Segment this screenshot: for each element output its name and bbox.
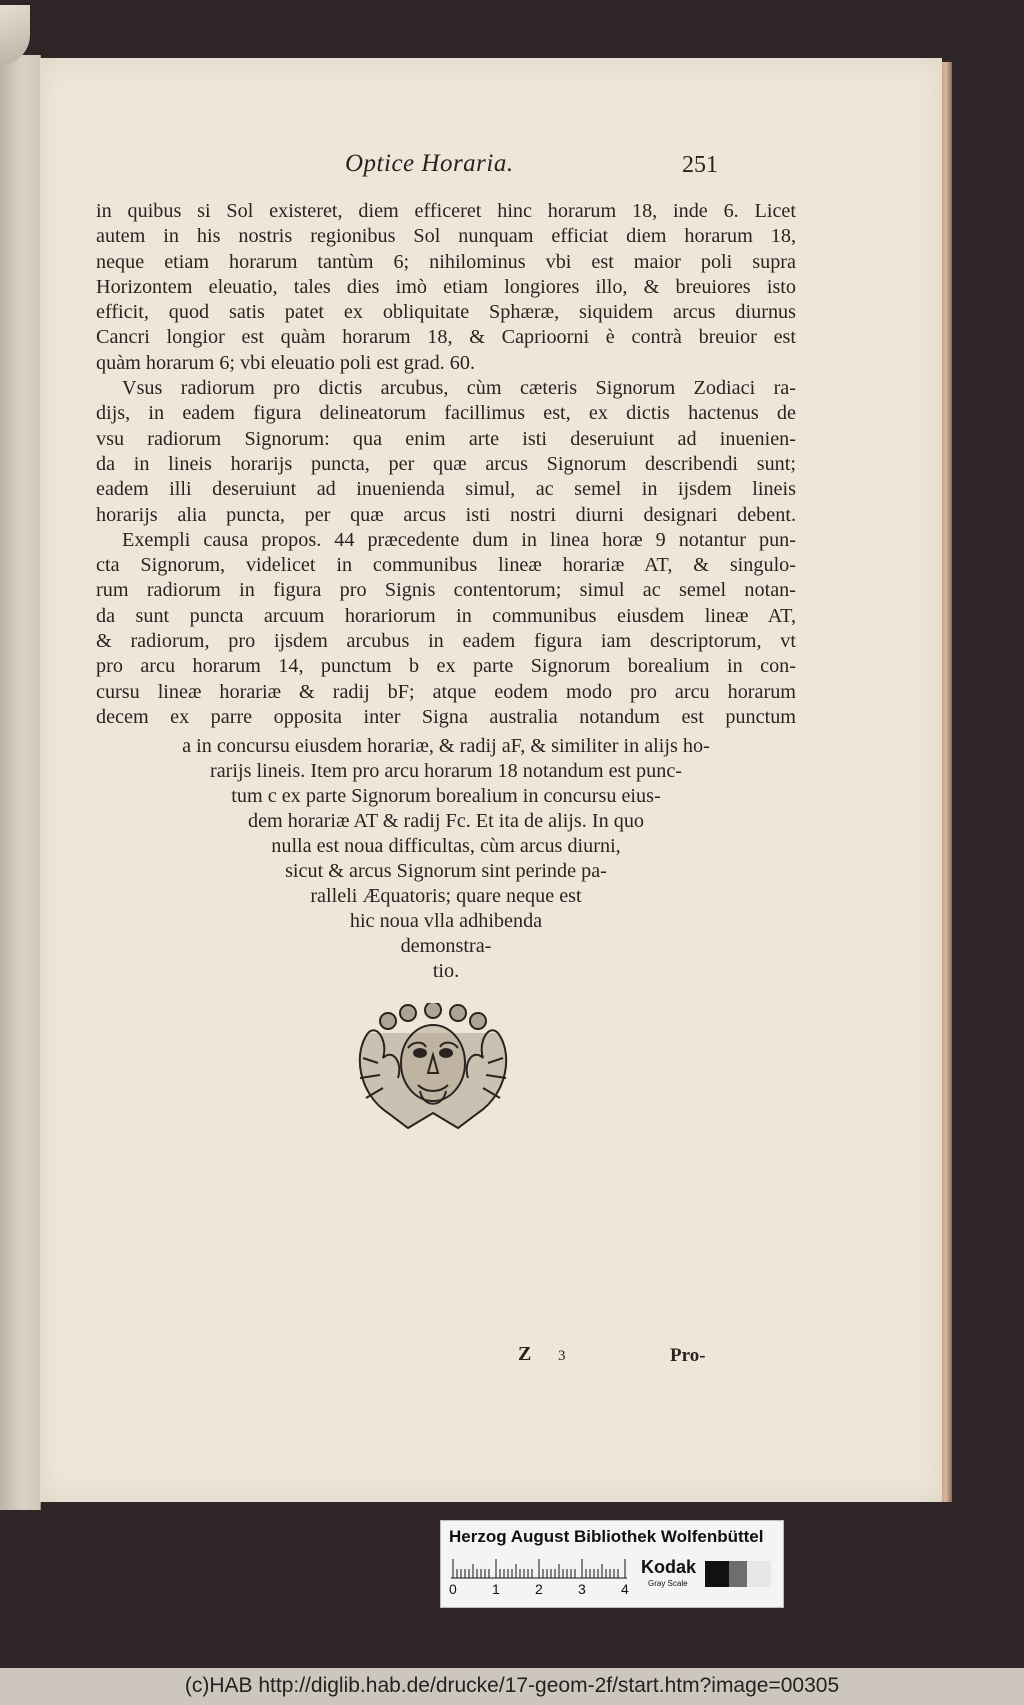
tapered-line: ralleli Æquatoris; quare neque est [310,885,582,907]
body-text [96,199,796,730]
text-line: decem ex parre opposita inter Signa australia notandum est punctum [96,705,796,728]
text-line: autem in his nostris regionibus Sol nunquam efficiat diem horarum 18, [96,225,796,248]
text-line: in quibus si Sol existeret, diem efficeret hinc horarum 18, inde 6. Licet [96,200,796,222]
text-line: quàm horarum 6; vbi eleuatio poli est grad. 60. [96,351,475,374]
gray-patch-black [705,1561,729,1587]
running-title: Optice Horaria. [345,150,514,177]
text-line: neque etiam horarum tantùm 6; nihilominus vbi est maior poli supra [96,250,796,273]
ruler-scale-icon [451,1559,627,1579]
running-head [40,150,942,190]
grayscale-label: Gray Scale [648,1579,688,1588]
text-line: da in lineis horarijs puncta, per quæ arcus Signorum describendi sunt; [96,452,796,475]
library-name: Herzog August Bibliothek Wolfenbüttel [449,1527,764,1546]
catchword: Pro- [670,1345,706,1366]
ruler-number: 1 [492,1581,500,1597]
gray-patch-mid [729,1561,747,1587]
text-line: pro arcu horarum 14, punctum b ex parte Signorum borealium in con- [96,655,796,678]
text-line: horarijs alia puncta, per quæ arcus isti nostri diurni designari debent. [96,503,796,526]
tapered-line: rarijs lineis. Item pro arcu horarum 18 notandum est punc- [209,760,683,782]
ruler-number: 4 [621,1581,629,1597]
text-line: Cancri longior est quàm horarum 18, & Caprioorni è contrà breuior est [96,326,796,349]
text-line: rum radiorum in figura pro Signis contentorum; simul ac semel notan- [96,579,796,602]
ruler-numbers [447,1581,637,1601]
gray-patch-light [747,1561,771,1587]
color-calibration-bar [440,1520,784,1608]
tapered-line: dem horariæ AT & radij Fc. Et ita de alijs. In quo [247,810,645,832]
ruler-number: 2 [535,1581,543,1597]
ruler-number: 3 [578,1581,586,1597]
ruler-number: 0 [449,1581,457,1597]
copyright-text: (c)HAB http://diglib.hab.de/drucke/17-geom-2f/start.htm?image=00305 [184,1674,840,1697]
text-line: Exempli causa propos. 44 præcedente dum in linea horæ 9 notantur pun- [122,528,796,551]
tapered-line: tum c ex parte Signorum borealium in concursu eius- [231,785,661,807]
book-page [40,58,942,1502]
copyright-bar [0,1668,1024,1705]
signature-mark: Z [518,1343,532,1365]
text-line: efficit, quod satis patet ex obliquitate Sphæræ, siquidem arcus diurnus [96,301,796,324]
tapered-line: demonstra- [400,935,492,957]
text-line: Vsus radiorum pro dictis arcubus, cùm cæteris Signorum Zodiaci ra- [122,377,796,400]
text-line: cta Signorum, videlicet in communibus lineæ horariæ AT, & singulo- [96,554,796,577]
tapered-line: sicut & arcus Signorum sint perinde pa- [285,860,607,882]
page-fore-edge [942,62,952,1502]
page-curl [0,5,30,65]
tapered-line: tio. [432,960,460,982]
left-facing-page-edge [0,55,41,1510]
text-line: & radiorum, pro ijsdem arcubus in eadem figura iam descriptorum, vt [96,630,796,653]
page-number: 251 [682,152,718,178]
grotesque-mask-ornament-icon [348,1003,518,1133]
kodak-label: Kodak [641,1557,697,1577]
text-line: dijs, in eadem figura delineatorum facillimus est, ex dictis hactenus de [96,402,796,425]
tapered-line: a in concursu eiusdem horariæ, & radij aF, & similiter in alijs ho- [182,735,710,757]
text-line: vsu radiorum Signorum: qua enim arte isti deseruiunt ad inuenien- [96,427,796,450]
text-line: da sunt puncta arcuum horariorum in communibus eiusdem lineæ AT, [96,604,796,627]
text-line: Horizontem eleuatio, tales dies imò etiam longiores illo, & breuiores isto [96,275,796,298]
tapered-line: hic noua vlla adhibenda [349,910,543,932]
signature-number: 3 [558,1348,566,1364]
text-line: eadem illi deseruiunt ad inuenienda simul, ac semel in ijsdem lineis [96,478,796,501]
text-line: cursu lineæ horariæ & radij bF; atque eodem modo pro arcu horarum [96,680,796,703]
tapered-line: nulla est noua difficultas, cùm arcus diurni, [271,835,621,857]
